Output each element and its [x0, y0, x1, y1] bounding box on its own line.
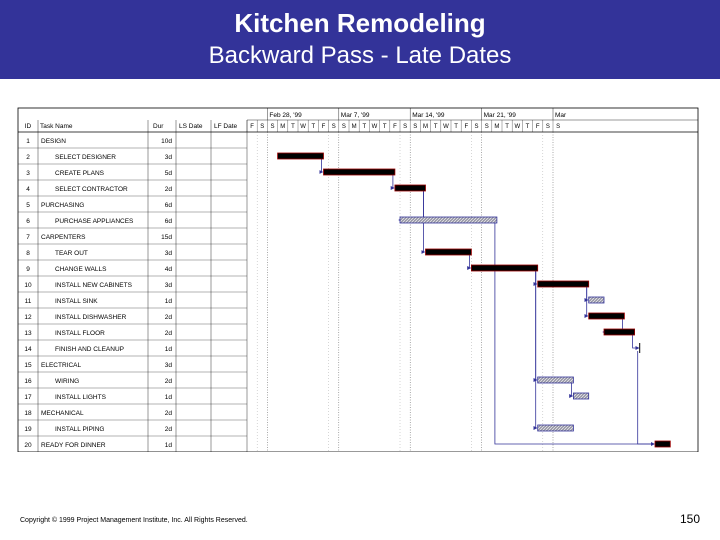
task-name: PURCHASE APPLIANCES — [55, 218, 134, 225]
task-id: 3 — [26, 170, 30, 177]
day-label: W — [443, 124, 449, 130]
day-label: F — [464, 124, 469, 130]
dependency-link — [571, 383, 572, 396]
task-duration: 2d — [164, 330, 172, 337]
day-label: W — [300, 124, 306, 130]
task-id: 15 — [24, 362, 32, 369]
task-duration: 3d — [164, 154, 172, 161]
task-name: WIRING — [55, 378, 80, 385]
day-label: S — [545, 124, 550, 130]
task-name: INSTALL DISHWASHER — [55, 314, 127, 321]
task-name: INSTALL FLOOR — [55, 330, 105, 337]
task-name: MECHANICAL — [41, 410, 84, 417]
day-label: M — [351, 124, 357, 130]
task-name: INSTALL LIGHTS — [55, 394, 106, 401]
critical-task-bar — [589, 313, 625, 319]
gantt-frame — [18, 108, 698, 452]
task-duration: 5d — [164, 170, 172, 177]
week-label: Mar 14, '99 — [412, 112, 445, 119]
task-duration: 2d — [164, 426, 172, 433]
task-id: 12 — [24, 314, 32, 321]
task-name: READY FOR DINNER — [41, 442, 106, 449]
task-id: 5 — [26, 202, 30, 209]
day-label: F — [250, 124, 254, 130]
task-duration: 3d — [164, 250, 172, 257]
day-label: S — [413, 124, 418, 130]
week-label: Mar — [555, 112, 567, 119]
dependency-link — [633, 335, 639, 348]
day-label: T — [362, 124, 367, 130]
day-label: T — [311, 124, 316, 130]
day-label: T — [454, 124, 458, 130]
task-id: 2 — [26, 154, 30, 161]
task-name: PURCHASING — [41, 202, 85, 209]
dependency-link — [399, 191, 424, 220]
day-label: S — [270, 124, 275, 130]
slide-title: Kitchen Remodeling — [234, 8, 486, 38]
noncritical-task-bar — [589, 297, 604, 303]
day-label: T — [525, 124, 530, 130]
column-header-id: ID — [24, 123, 32, 130]
task-duration: 2d — [164, 410, 172, 417]
task-id: 10 — [24, 282, 32, 289]
task-name: INSTALL SINK — [55, 298, 98, 305]
task-duration: 2d — [164, 378, 172, 385]
noncritical-task-bar — [573, 393, 588, 399]
task-id: 11 — [24, 298, 32, 305]
task-duration: 1d — [164, 394, 172, 401]
task-id: 1 — [26, 138, 30, 145]
task-id: 18 — [24, 410, 32, 417]
day-label: T — [433, 124, 438, 130]
day-label: F — [321, 124, 326, 130]
noncritical-task-bar — [400, 217, 497, 223]
task-duration: 10d — [161, 138, 172, 145]
critical-task-bar — [471, 265, 537, 271]
day-label: S — [331, 124, 336, 130]
week-label: Feb 28, '99 — [269, 112, 302, 119]
task-id: 16 — [24, 378, 32, 385]
day-label: W — [514, 124, 521, 130]
critical-task-bar — [426, 249, 472, 255]
task-name: FINISH AND CLEANUP — [55, 346, 124, 353]
task-id: 17 — [24, 394, 32, 401]
critical-task-bar — [538, 281, 589, 287]
day-label: S — [341, 124, 346, 130]
task-name: DESIGN — [41, 138, 66, 145]
critical-task-bar — [604, 329, 635, 335]
slide-subtitle: Backward Pass - Late Dates — [208, 42, 512, 69]
column-header-dur: Dur — [153, 123, 164, 130]
noncritical-task-bar — [538, 377, 574, 383]
day-label: T — [382, 124, 387, 130]
column-header-task-name: Task Name — [40, 123, 73, 130]
column-header-ls-date: LS Date — [179, 123, 203, 130]
day-label: M — [494, 124, 500, 130]
slide-header — [0, 0, 720, 79]
dependency-link — [638, 351, 654, 444]
gantt-chart — [0, 100, 720, 452]
task-name: SELECT DESIGNER — [55, 154, 116, 161]
day-label: F — [535, 124, 540, 130]
dependency-link — [322, 159, 323, 172]
task-duration: 1d — [164, 298, 172, 305]
task-duration: 1d — [164, 442, 172, 449]
task-name: INSTALL NEW CABINETS — [55, 282, 132, 289]
task-id: 4 — [26, 186, 30, 193]
day-label: S — [260, 124, 265, 130]
task-name: CHANGE WALLS — [55, 266, 107, 273]
task-duration: 1d — [164, 346, 172, 353]
task-id: 6 — [26, 218, 30, 225]
task-duration: 15d — [161, 234, 172, 241]
day-label: S — [484, 124, 489, 130]
critical-task-bar — [655, 441, 670, 447]
task-id: 8 — [26, 250, 30, 257]
day-label: S — [403, 124, 408, 130]
task-name: SELECT CONTRACTOR — [55, 186, 128, 193]
task-id: 19 — [24, 426, 32, 433]
week-label: Mar 7, '99 — [340, 112, 370, 119]
task-duration: 2d — [164, 314, 172, 321]
day-label: W — [371, 124, 378, 130]
critical-task-bar — [278, 153, 324, 159]
task-name: ELECTRICAL — [41, 362, 82, 369]
dependency-link — [469, 255, 470, 268]
task-duration: 3d — [164, 362, 172, 369]
page-number: 150 — [679, 512, 700, 526]
task-id: 20 — [24, 442, 32, 449]
task-id: 14 — [24, 346, 32, 353]
day-label: F — [393, 124, 397, 130]
task-duration: 2d — [164, 186, 172, 193]
critical-task-bar — [395, 185, 426, 191]
copyright-notice: Copyright © 1999 Project Management Institute, Inc. All Rights Reserved. — [20, 517, 248, 524]
dependency-link — [393, 175, 394, 188]
day-label: M — [280, 124, 286, 130]
task-name: INSTALL PIPING — [55, 426, 105, 433]
task-duration: 6d — [164, 202, 172, 209]
task-duration: 3d — [164, 282, 172, 289]
column-header-lf-date: LF Date — [214, 123, 238, 130]
day-label: T — [291, 124, 295, 130]
task-id: 13 — [24, 330, 32, 337]
task-duration: 6d — [164, 218, 172, 225]
task-name: TEAR OUT — [55, 250, 88, 257]
critical-task-bar — [324, 169, 395, 175]
week-label: Mar 21, '99 — [483, 112, 516, 119]
day-label: T — [505, 124, 509, 130]
task-id: 7 — [26, 234, 30, 241]
day-label: M — [423, 124, 428, 130]
dependency-link — [536, 271, 537, 428]
task-name: CREATE PLANS — [55, 170, 105, 177]
task-duration: 4d — [164, 266, 172, 273]
dependency-link — [587, 287, 588, 316]
task-id: 9 — [26, 266, 30, 273]
task-name: CARPENTERS — [41, 234, 86, 241]
day-label: S — [474, 124, 479, 130]
day-label: S — [556, 124, 561, 130]
noncritical-task-bar — [538, 425, 574, 431]
